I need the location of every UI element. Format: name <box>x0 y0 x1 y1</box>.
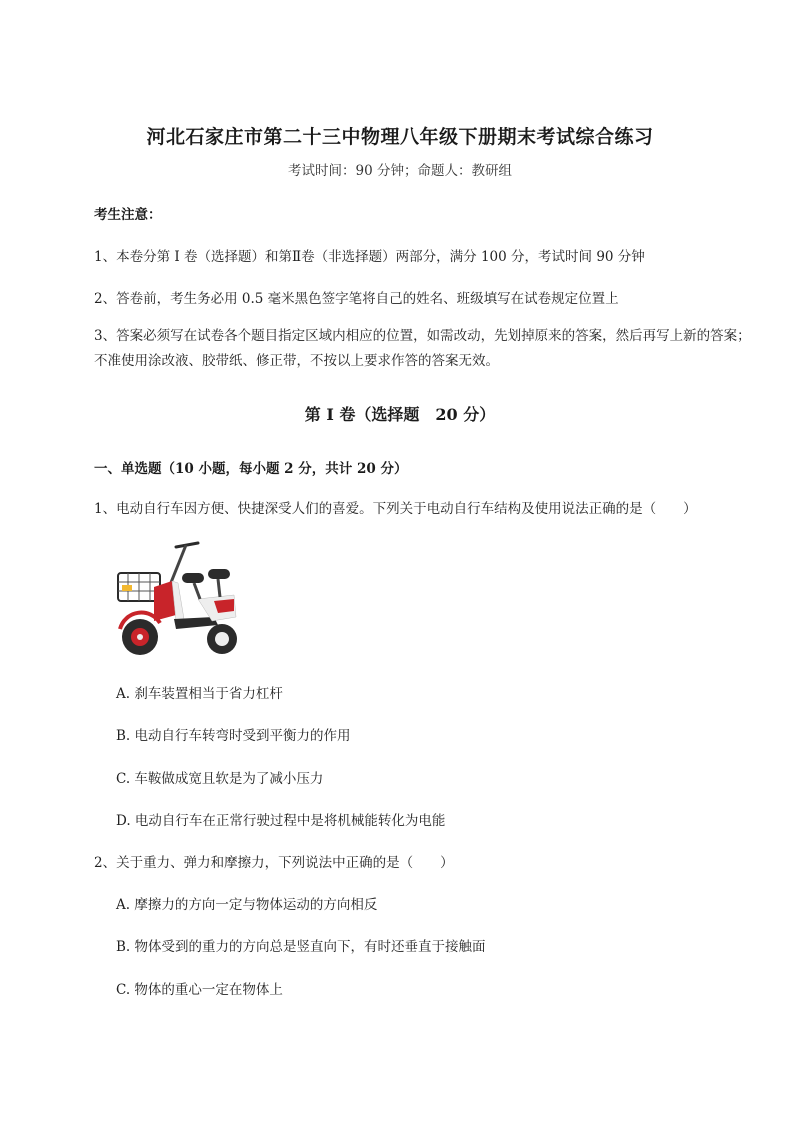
answer-option: B. 物体受到的重力的方向总是竖直向下，有时还垂直于接触面 <box>116 939 486 955</box>
exam-info: 考试时间：90 分钟；命题人：教研组 <box>288 163 512 179</box>
section-title: 第 I 卷（选择题 20 分） <box>304 405 496 424</box>
page-title: 河北石家庄市第二十三中物理八年级下册期末考试综合练习 <box>146 126 654 148</box>
part-heading: 一、单选题（10 小题，每小题 2 分，共计 20 分） <box>94 461 408 477</box>
answer-option: A. 摩擦力的方向一定与物体运动的方向相反 <box>116 897 378 913</box>
question-stem: 2、关于重力、弹力和摩擦力，下列说法中正确的是（ ） <box>94 855 454 871</box>
answer-option: C. 物体的重心一定在物体上 <box>116 982 283 998</box>
answer-option: A. 刹车装置相当于省力杠杆 <box>116 686 283 702</box>
answer-option: D. 电动自行车在正常行驶过程中是将机械能转化为电能 <box>116 813 446 829</box>
notice-heading: 考生注意： <box>94 207 162 223</box>
question-stem: 1、电动自行车因方便、快捷深受人们的喜爱。下列关于电动自行车结构及使用说法正确的是（ ） <box>94 501 697 517</box>
electric-scooter-image <box>114 537 244 659</box>
notice-item: 1、本卷分第 I 卷（选择题）和第Ⅱ卷（非选择题）两部分，满分 100 分，考试时间 90 分钟 <box>94 249 645 265</box>
notice-item: 2、答卷前，考生务必用 0.5 毫米黑色签字笔将自己的姓名、班级填写在试卷规定位置上 <box>94 291 619 307</box>
answer-option: B. 电动自行车转弯时受到平衡力的作用 <box>116 728 351 744</box>
notice-item: 3、答案必须写在试卷各个题目指定区域内相应的位置，如需改动，先划掉原来的答案，然后再写上新的答案；不准使用涂改液、胶带纸、修正带，不按以上要求作答的答案无效。 <box>94 328 751 369</box>
answer-option: C. 车鞍做成宽且软是为了减小压力 <box>116 771 324 787</box>
